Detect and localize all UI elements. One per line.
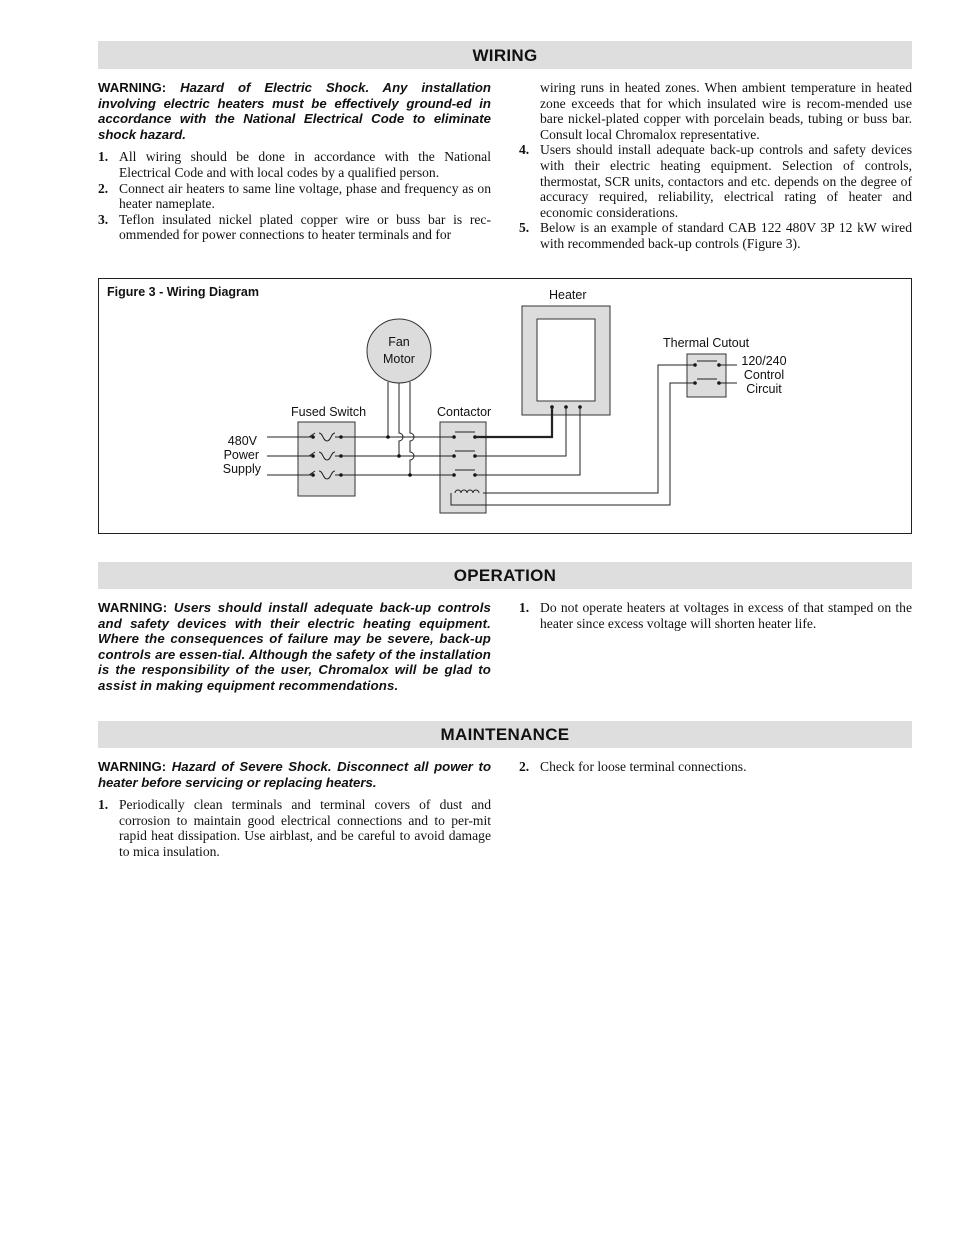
wiring-left-column — [98, 80, 491, 243]
list-item — [519, 600, 912, 631]
warning-label: WARNING: — [98, 759, 167, 774]
list-indent — [519, 80, 540, 142]
warning-text: Hazard of Severe Shock. Disconnect all power to heater before servicing or replacing heaters. — [98, 759, 491, 790]
list-item — [98, 181, 491, 212]
maintenance-left-column — [98, 759, 491, 860]
list-item — [519, 142, 912, 220]
figure-title: Figure 3 - Wiring Diagram — [107, 285, 259, 299]
list-number: 5. — [519, 220, 530, 236]
fan-motor-label: Motor — [383, 352, 415, 366]
wiring-header: WIRING — [98, 41, 912, 69]
list-item — [519, 759, 912, 775]
list-text: Teflon insulated nickel plated copper wire or buss bar is rec-ommended for power connections to heater terminals and for — [119, 211, 491, 243]
list-number: 1. — [98, 149, 109, 165]
power-supply-label: Power — [223, 448, 259, 462]
control-circuit-label: Circuit — [746, 382, 782, 396]
list-text: Users should install adequate back-up controls and safety devices with their electric heating equipment. Selection of controls, thermostat, SCR units, contactors and etc. depends on the degree of accuracy required, reliability, electrical rating of heater and economic considerations. — [540, 142, 912, 220]
fan-motor-icon — [367, 319, 431, 383]
control-circuit-label: Control — [743, 368, 785, 382]
list-item — [98, 797, 491, 859]
wiring-warning — [98, 80, 491, 142]
list-item — [519, 220, 912, 251]
list-text: Connect air heaters to same line voltage, phase and frequency as on heater nameplate. — [119, 180, 491, 212]
wiring-diagram — [99, 279, 911, 533]
control-circuit-label: 120/240 — [741, 354, 787, 368]
list-number: 1. — [519, 600, 530, 615]
heater-element — [537, 319, 595, 401]
warning-text: Users should install adequate back-up controls and safety devices with their electric heating equipment. Where the consequences of failure may be severe, back-up controls are essen-tial. Although the safety of the installation is the responsibility of the user, Chromalox will be glad to assist in making equipment recommendations. — [98, 600, 491, 693]
warning-label: WARNING: — [98, 600, 168, 615]
list-text: All wiring should be done in accordance with the National Electrical Code and with local codes by a qualified person. — [119, 149, 491, 180]
list-text: Check for loose terminal connections. — [540, 759, 747, 774]
fan-motor-wires — [388, 382, 414, 475]
fan-motor-label: Fan — [388, 335, 410, 349]
list-item — [98, 212, 491, 243]
operation-warning — [98, 600, 491, 694]
list-text: Below is an example of standard CAB 122 480V 3P 12 kW wired with recommended back-up controls (Figure 3). — [540, 220, 912, 251]
list-item — [98, 149, 491, 180]
maintenance-warning — [98, 759, 491, 790]
list-text: Periodically clean terminals and terminal covers of dust and corrosion to maintain good electrical connections and to per-mit rapid heat dissipation. Use airblast, and be careful to avoid damage to mica insulation. — [119, 797, 491, 859]
fused-switch-label: Fused Switch — [291, 405, 367, 419]
operation-right-column — [519, 600, 912, 631]
list-number: 2. — [98, 180, 109, 196]
wiring-right-column — [519, 80, 912, 252]
wiring-diagram-figure — [98, 278, 912, 534]
maintenance-right-column — [519, 759, 912, 775]
list-item-continuation — [519, 80, 912, 142]
contactor-label: Contactor — [437, 405, 492, 419]
heater-label: Heater — [549, 288, 587, 302]
operation-header: OPERATION — [98, 562, 912, 589]
warning-text: Hazard of Electric Shock. Any installation involving electric heaters must be effectively ground-ed in accordance with the National Electrical Code to eliminate shock hazard. — [98, 80, 491, 142]
list-number: 4. — [519, 142, 530, 158]
power-supply-label: Supply — [222, 462, 261, 476]
warning-label: WARNING: — [98, 80, 167, 95]
list-number: 1. — [98, 797, 109, 813]
thermal-cutout-box — [687, 354, 726, 397]
list-number: 3. — [98, 211, 109, 227]
list-number: 2. — [519, 759, 530, 774]
operation-left-column — [98, 600, 491, 701]
list-text: wiring runs in heated zones. When ambient temperature in heated zone exceeds that for which insulated wire is recom-mended use bare nickel-plated copper with porcelain beads, tubing or buss bar. Consult local Chromalox representative. — [540, 80, 912, 142]
contactor-box — [440, 422, 486, 513]
list-text: Do not operate heaters at voltages in excess of that stamped on the heater since excess voltage will shorten heater life. — [540, 600, 912, 631]
thermal-cutout-label: Thermal Cutout — [663, 336, 750, 350]
maintenance-header: MAINTENANCE — [98, 721, 912, 748]
power-supply-label: 480V — [227, 434, 257, 448]
fused-switch-box — [298, 422, 355, 496]
